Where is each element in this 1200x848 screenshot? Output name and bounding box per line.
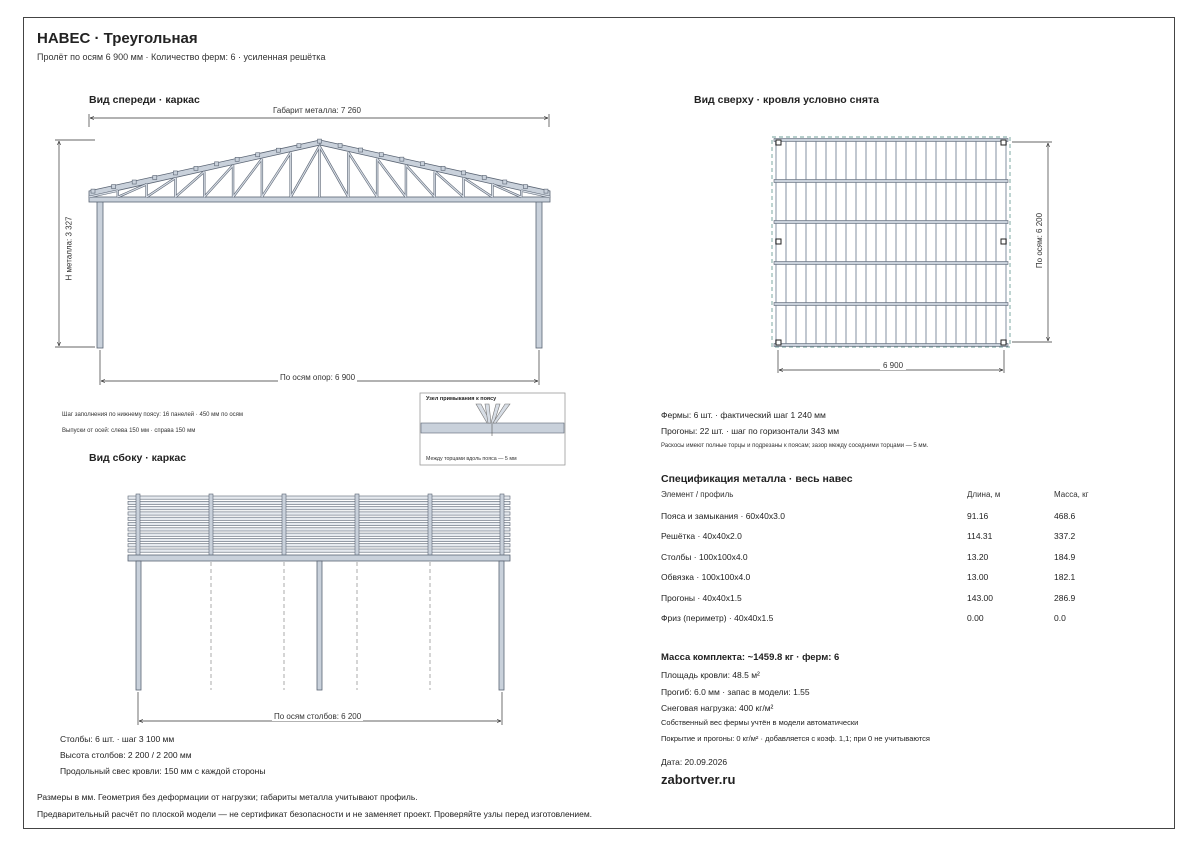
- roof-area: Площадь кровли: 48.5 м²: [661, 670, 760, 680]
- front-note-panels: Шаг заполнения по нижнему поясу: 16 панелей · 450 мм по осям: [62, 412, 244, 418]
- bottom-chord: [89, 197, 550, 202]
- top-truss-line: [774, 344, 1008, 347]
- overall-width-label: Габарит металла: 7 260: [273, 106, 361, 115]
- table-row: [661, 552, 1101, 573]
- top-truss-line: [774, 262, 1008, 265]
- node-detail-title: Узел примыкания к поясу: [426, 396, 497, 402]
- purlin-block: [112, 185, 116, 189]
- roof-outline-dashed: [772, 137, 1010, 347]
- side-info-heights: Высота столбов: 2 200 / 2 200 мм: [60, 750, 192, 760]
- spec-cell: 0.0: [1054, 613, 1066, 623]
- side-post-middle: [317, 561, 322, 690]
- top-info-trusses: Фермы: 6 шт. · фактический шаг 1 240 мм: [661, 410, 826, 420]
- front-post-left: [97, 200, 103, 348]
- spec-heading: Спецификация металла · весь навес: [661, 473, 853, 485]
- height-label: H металла: 3 327: [64, 216, 74, 281]
- table-row: [661, 572, 1101, 593]
- spec-cell: 337.2: [1054, 531, 1076, 541]
- purlin-block: [420, 162, 424, 166]
- spec-cell: Решётка · 40x40x2.0: [661, 531, 742, 541]
- front-post-right: [536, 200, 542, 348]
- spec-cell: 91.16: [967, 510, 989, 521]
- footer-note-1: Размеры в мм. Геометрия без деформации от нагрузки; габариты металла учитывают профиль.: [37, 792, 418, 802]
- purlin-block: [132, 180, 136, 184]
- front-view-frame: [55, 114, 550, 385]
- purlin-block: [544, 189, 548, 193]
- front-note-overhangs: Выпуски от осей: слева 150 мм · справа 150 мм: [62, 428, 196, 434]
- table-row: [661, 511, 1101, 532]
- side-info-posts: Столбы: 6 шт. · шаг 3 100 мм: [60, 734, 175, 744]
- side-view-frame: [128, 494, 510, 725]
- covering-note: Покрытие и прогоны: 0 кг/м² · добавляется с коэф. 1,1; при 0 не учитываются: [661, 734, 930, 743]
- span-label: По осям опор: 6 900: [280, 373, 356, 382]
- spec-col-length: Длина, м: [967, 490, 1001, 499]
- side-view-heading: Вид сбоку · каркас: [89, 452, 187, 464]
- top-truss-line: [774, 303, 1008, 306]
- node-detail-caption: Между торцами вдоль пояса — 5 мм: [426, 456, 517, 462]
- spec-cell: Пояса и замыкания · 60x40x3.0: [661, 510, 785, 521]
- side-purlin-bar: [128, 501, 510, 504]
- side-purlin-bar: [128, 517, 510, 520]
- purlin-block: [338, 143, 342, 147]
- top-truss-line: [774, 139, 1008, 142]
- top-depth-label: По осям: 6 200: [1035, 212, 1045, 269]
- purlin-block: [359, 148, 363, 152]
- side-purlin-bar: [128, 507, 510, 510]
- table-row: [661, 613, 1101, 634]
- side-purlin-bar: [128, 544, 510, 547]
- self-weight-note: Собственный вес фермы учтён в модели автоматически: [661, 718, 859, 727]
- purlin-block: [523, 185, 527, 189]
- purlin-block: [503, 180, 507, 184]
- side-purlin-bar: [128, 538, 510, 541]
- footer-note-2: Предварительный расчёт по плоской модели — не сертификат безопасности и не заменяет проект. Проверяйте узлы перед изготовлением.: [37, 809, 593, 819]
- spec-header-row: [661, 490, 1101, 511]
- spec-table: [661, 490, 1101, 634]
- purlin-block: [91, 189, 95, 193]
- purlin-block: [215, 162, 219, 166]
- side-purlin-bar: [128, 549, 510, 552]
- purlin-block: [462, 171, 466, 175]
- front-view-heading: Вид спереди · каркас: [89, 94, 200, 106]
- spec-cell: 13.00: [967, 572, 989, 582]
- spec-col-element: Элемент / профиль: [661, 490, 734, 499]
- purlin-block: [194, 166, 198, 170]
- purlin-block: [379, 153, 383, 157]
- side-purlin-bar: [128, 533, 510, 536]
- spec-cell: Фриз (периметр) · 40x40x1.5: [661, 613, 774, 623]
- top-truss-line: [774, 221, 1008, 224]
- page-subtitle: Пролёт по осям 6 900 мм · Количество ферм: 6 · усиленная решётка: [37, 52, 326, 62]
- date: Дата: 20.09.2026: [661, 757, 728, 767]
- purlin-block: [173, 171, 177, 175]
- purlin-block: [235, 157, 239, 161]
- side-purlin-bar: [128, 523, 510, 526]
- purlin-block: [297, 144, 301, 148]
- snow-load: Снеговая нагрузка: 400 кг/м²: [661, 703, 774, 713]
- top-view-heading: Вид сверху · кровля условно снята: [694, 94, 879, 106]
- purlin-block: [256, 153, 260, 157]
- side-post-left: [136, 561, 141, 690]
- top-info-braces: Раскосы имеют полные торцы и подрезаны к поясам; зазор между соседними торцами — 5 мм.: [661, 443, 929, 449]
- top-truss-line: [774, 180, 1008, 183]
- side-purlin-bar: [128, 496, 510, 499]
- spec-cell: 114.31: [967, 531, 993, 541]
- spec-cell: 0.00: [967, 613, 984, 623]
- side-purlin-bar: [128, 512, 510, 515]
- side-purlin-bar: [128, 528, 510, 531]
- spec-cell: Столбы · 100x100x4.0: [661, 551, 748, 562]
- spec-cell: Обвязка · 100x100x4.0: [661, 572, 751, 582]
- spec-cell: 286.9: [1054, 592, 1076, 603]
- side-info-overhang: Продольный свес кровли: 150 мм с каждой стороны: [60, 766, 266, 776]
- spec-cell: 13.20: [967, 551, 989, 562]
- spec-col-mass: Масса, кг: [1054, 490, 1089, 499]
- node-detail: [420, 393, 565, 465]
- page-title: НАВЕС · Треугольная: [37, 30, 198, 47]
- site-link[interactable]: zabortver.ru: [661, 772, 736, 787]
- spec-cell: Прогоны · 40x40x1.5: [661, 592, 742, 603]
- table-row: [661, 531, 1101, 552]
- spec-cell: 468.6: [1054, 510, 1076, 521]
- spec-cell: 184.9: [1054, 551, 1076, 562]
- purlin-block: [482, 175, 486, 179]
- spec-cell: 182.1: [1054, 572, 1076, 582]
- deflection: Прогиб: 6.0 мм · запас в модели: 1.55: [661, 687, 810, 697]
- spec-cell: 143.00: [967, 592, 993, 603]
- total-mass: Масса комплекта: ~1459.8 кг · ферм: 6: [661, 652, 840, 663]
- purlin-block: [276, 148, 280, 152]
- side-post-right: [499, 561, 504, 690]
- purlin-block: [153, 175, 157, 179]
- side-span-label: По осям столбов: 6 200: [274, 712, 362, 721]
- table-row: [661, 593, 1101, 614]
- purlin-block: [318, 139, 322, 143]
- top-info-purlins: Прогоны: 22 шт. · шаг по горизонтали 343 мм: [661, 426, 840, 436]
- top-width-label: 6 900: [880, 361, 906, 370]
- purlin-block: [441, 166, 445, 170]
- purlin-block: [400, 157, 404, 161]
- top-view-frame: [772, 137, 1052, 373]
